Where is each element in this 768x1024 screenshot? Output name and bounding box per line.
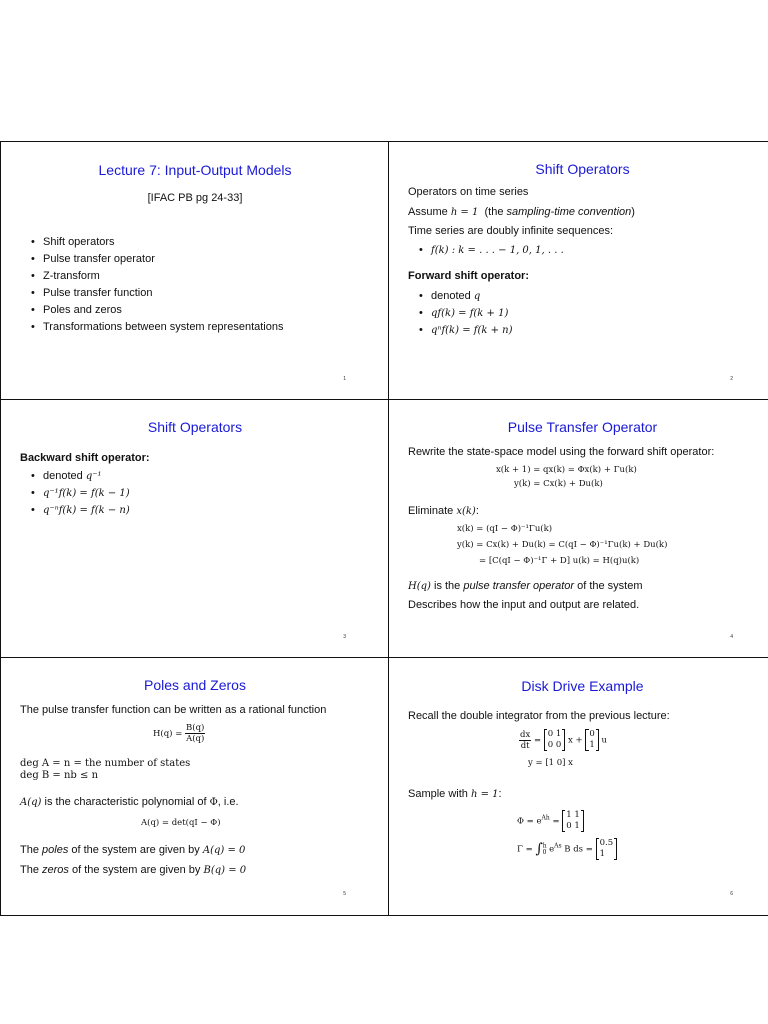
text-line: Rewrite the state-space model using the forward shift operator:	[408, 446, 715, 458]
equation: deg A = n = the number of states	[20, 758, 191, 769]
equation: deg B = nb ≤ n	[20, 770, 99, 781]
list-item: • Poles and zeros	[31, 304, 122, 316]
slide-5	[0, 657, 390, 916]
gamma-equation: Γ = ∫$^h_0$ $e^{As}$ B ds = 0.5 1	[517, 838, 617, 860]
section-heading: Backward shift operator:	[20, 452, 150, 464]
slide-4	[388, 399, 768, 659]
state-equation: $\frac{dx}{dt}$ = 0 1 0 0 x + 0 1 u	[520, 729, 607, 751]
slide-3	[0, 399, 390, 659]
text-line: A(q) is the characteristic polynomial of Φ, i.e.	[20, 796, 239, 808]
list-item: • Z-transform	[31, 270, 100, 282]
list-item: • q⁻¹f(k) = f(k − 1)	[31, 487, 130, 499]
matrix-a: 0 1 0 0	[544, 729, 566, 751]
slide-title: Shift Operators	[535, 161, 630, 177]
list-item: • q⁻ⁿf(k) = f(k − n)	[31, 504, 130, 516]
equation: H(q) = $\frac{B(q)}{A(q)}$	[153, 723, 205, 744]
section-heading: Forward shift operator:	[408, 270, 530, 282]
matrix-b: 0 1	[585, 729, 598, 751]
equation: x(k + 1) = qx(k) = Φx(k) + Γu(k)	[496, 465, 637, 475]
equation: y(k) = Cx(k) + Du(k) = C(qI − Φ)⁻¹Γu(k) + Du(k)	[457, 540, 668, 550]
output-equation: y = [1 0] x	[528, 758, 573, 768]
slide-title: Poles and Zeros	[144, 677, 246, 693]
slide-grid	[0, 141, 768, 916]
matrix-phi: 1 1 0 1	[562, 810, 584, 832]
list-item: • Pulse transfer function	[31, 287, 153, 299]
list-item: • Transformations between system representations	[31, 321, 284, 333]
text-line: The poles of the system are given by A(q) = 0	[20, 844, 246, 856]
equation: y(k) = Cx(k) + Du(k)	[514, 479, 603, 489]
list-item: • qf(k) = f(k + 1)	[419, 307, 509, 319]
text-line: The pulse transfer function can be written as a rational function	[20, 704, 327, 716]
page-number: 2	[730, 376, 733, 382]
reference: [IFAC PB pg 24-33]	[147, 192, 243, 204]
page-number: 3	[343, 634, 346, 640]
list-item: • Shift operators	[31, 236, 115, 248]
slide-2	[388, 141, 768, 401]
text-line: Recall the double integrator from the previous lecture:	[408, 710, 670, 722]
page-number: 6	[730, 891, 733, 897]
text-line: H(q) is the pulse transfer operator of the system	[408, 580, 643, 592]
slide-title: Disk Drive Example	[521, 678, 644, 694]
list-item: • qⁿf(k) = f(k + n)	[419, 324, 513, 336]
list-item: • f(k) : k = . . . − 1, 0, 1, . . .	[419, 244, 564, 256]
slide-title: Shift Operators	[147, 419, 243, 435]
slide-title: Pulse Transfer Operator	[507, 419, 658, 435]
text-line: The zeros of the system are given by B(q) = 0	[20, 864, 247, 876]
slide-6	[388, 657, 768, 916]
equation: A(q) = det(qI − Φ)	[141, 818, 221, 828]
page-number: 5	[343, 891, 346, 897]
phi-equation: $\Phi = e^{Ah}$ = 1 1 0 1	[517, 810, 584, 832]
slide-title: Lecture 7: Input-Output Models	[98, 162, 292, 178]
text-line: Describes how the input and output are related.	[408, 599, 640, 611]
text-line: Time series are doubly infinite sequences:	[408, 225, 614, 237]
page-number: 1	[343, 376, 346, 382]
text-line: Eliminate x(k):	[408, 505, 479, 517]
slide-1	[0, 141, 390, 401]
matrix-gamma: 0.5 1	[596, 838, 618, 860]
list-item: • denoted q	[419, 290, 481, 302]
text-line: Assume h = 1 (the sampling-time convention)	[408, 206, 635, 218]
equation: x(k) = (qI − Φ)⁻¹Γu(k)	[457, 524, 553, 534]
list-item: • denoted q⁻¹	[31, 470, 102, 482]
page-number: 4	[730, 634, 733, 640]
equation: = [C(qI − Φ)⁻¹Γ + D] u(k) = H(q)u(k)	[479, 556, 640, 566]
text-line: Sample with h = 1:	[408, 788, 502, 800]
text-line: Operators on time series	[408, 186, 529, 198]
list-item: • Pulse transfer operator	[31, 253, 155, 265]
